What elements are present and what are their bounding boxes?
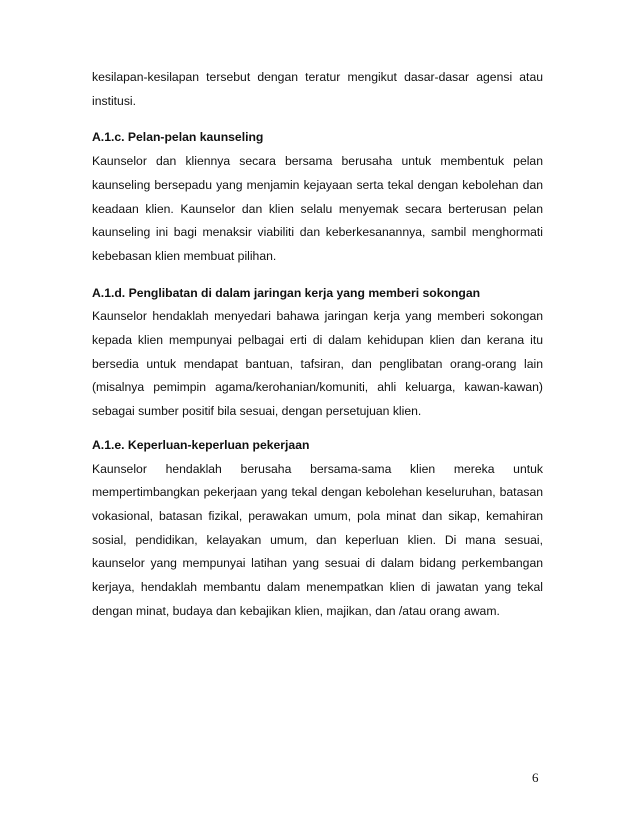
- section-heading-a1c: A.1.c. Pelan-pelan kaunseling: [92, 130, 264, 145]
- spacer: [92, 424, 543, 434]
- section-heading-a1d: A.1.d. Penglibatan di dalam jaringan kerja yang memberi sokongan: [92, 285, 481, 300]
- section-body-a1e: Kaunselor hendaklah berusaha bersama-sama klien mereka untuk mempertimbangkan pekerjaan yang tekal dengan kebolehan keseluruhan, batasan vokasional, batasan fizikal, perawakan umum, pola minat dan sikap, kemahiran sosial, pendidikan, kelayakan umum, dan keperluan klien. Di mana sesuai, kaunselor yang mempunyai latihan yang sesuai di dalam bidang perkembangan kerjaya, hendaklah membantu dalam menempatkan klien di jawatan yang tekal dengan minat, budaya dan kebajikan klien, majikan, dan /atau orang awam.: [92, 461, 543, 618]
- intro-paragraph: kesilapan-kesilapan tersebut dengan teratur mengikut dasar-dasar agensi atau institusi.: [92, 70, 543, 108]
- document-body: [92, 66, 543, 623]
- section-heading-a1e: A.1.e. Keperluan-keperluan pekerjaan: [92, 437, 310, 452]
- section-body-a1d: Kaunselor hendaklah menyedari bahawa jaringan kerja yang memberi sokongan kepada klien mempunyai pelbagai erti di dalam kehidupan klien dan kerana itu bersedia untuk mendapat bantuan, tafsiran, dan penglibatan orang-orang lain (misalnya pemimpin agama/kerohanian/komuniti, ahli keluarga, kawan-kawan) sebagai sumber positif bila sesuai, dengan persetujuan klien.: [92, 309, 543, 419]
- spacer: [92, 113, 543, 126]
- section-body-a1c: Kaunselor dan kliennya secara bersama berusaha untuk membentuk pelan kaunseling bersepadu yang menjamin kejayaan serta tekal dengan kebolehan dan keadaan klien. Kaunselor dan klien selalu menyemak secara berterusan pelan kaunseling ini bagi menaksir viabiliti dan keberkesanannya, sambil menghormati kebebasan klien membuat pilihan.: [92, 154, 543, 263]
- spacer: [92, 269, 543, 282]
- page-number: 6: [532, 770, 539, 785]
